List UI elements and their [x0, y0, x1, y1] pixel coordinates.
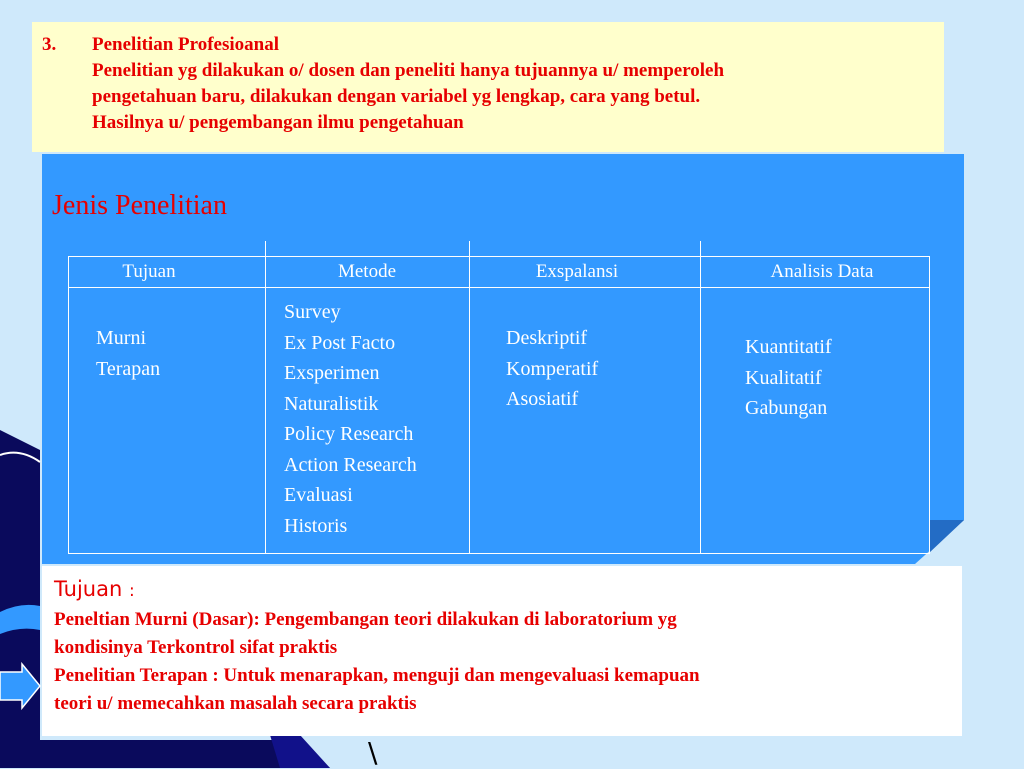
list-item: Deskriptif: [506, 327, 588, 349]
purpose-line: Peneltian Murni (Dasar): Pengembangan teori dilakukan di laboratorium yg: [54, 609, 677, 630]
cell-metode: [284, 297, 417, 541]
list-item: Naturalistik: [284, 392, 379, 415]
purpose-heading-text: Tujuan: [54, 577, 123, 601]
header-tujuan: Tujuan: [122, 261, 176, 282]
list-item: Kualitatif: [745, 366, 822, 389]
cell-analisis-data: [745, 332, 832, 424]
note-line: Hasilnya u/ pengembangan ilmu pengetahuan: [92, 112, 464, 133]
list-item: Komperatif: [506, 357, 599, 380]
column-divider: [469, 241, 470, 554]
list-item: Policy Research: [284, 423, 414, 445]
list-item: Gabungan: [745, 397, 828, 419]
list-item: Ex Post Facto: [284, 331, 396, 354]
list-number: 3.: [42, 34, 57, 55]
list-item: Terapan: [96, 357, 161, 380]
cell-tujuan: [96, 323, 160, 384]
header-metode: Metode: [337, 261, 397, 282]
header-analisis-data: Analisis Data: [770, 261, 874, 282]
note-heading: Penelitian Profesioanal: [92, 34, 279, 55]
purpose-heading-colon: :: [128, 581, 135, 601]
column-divider: [700, 241, 701, 554]
note-line: pengetahuan baru, dilakukan dengan variabel yg lengkap, cara yang betul.: [92, 86, 701, 107]
purpose-heading: [54, 574, 962, 606]
purpose-line: Penelitian Terapan : Untuk menarapkan, menguji dan mengevaluasi kemapuan: [54, 665, 700, 686]
purpose-line: kondisinya Terkontrol sifat praktis: [54, 637, 338, 658]
panel-title: Jenis Penelitian: [52, 190, 227, 221]
footer-mark: \: [368, 736, 378, 769]
list-item: Asosiatif: [506, 388, 579, 410]
purpose-explanation-box: [42, 566, 962, 736]
list-item: Historis: [284, 514, 348, 537]
list-item: Murni: [96, 327, 146, 349]
header-exspalansi: Exspalansi: [535, 261, 619, 282]
column-divider: [265, 241, 266, 554]
list-item: Action Research: [284, 453, 417, 476]
research-types-table: [68, 256, 930, 554]
list-item: Exsperimen: [284, 362, 380, 384]
professional-research-note: [32, 22, 944, 152]
cell-exspalansi: [506, 323, 598, 415]
purpose-line: teori u/ memecahkan masalah secara praktis: [54, 693, 417, 714]
list-item: Kuantitatif: [745, 336, 832, 358]
list-item: Evaluasi: [284, 484, 353, 506]
note-line: Penelitian yg dilakukan o/ dosen dan peneliti hanya tujuannya u/ memperoleh: [92, 60, 725, 81]
header-divider: [69, 287, 929, 288]
list-item: Survey: [284, 301, 341, 323]
